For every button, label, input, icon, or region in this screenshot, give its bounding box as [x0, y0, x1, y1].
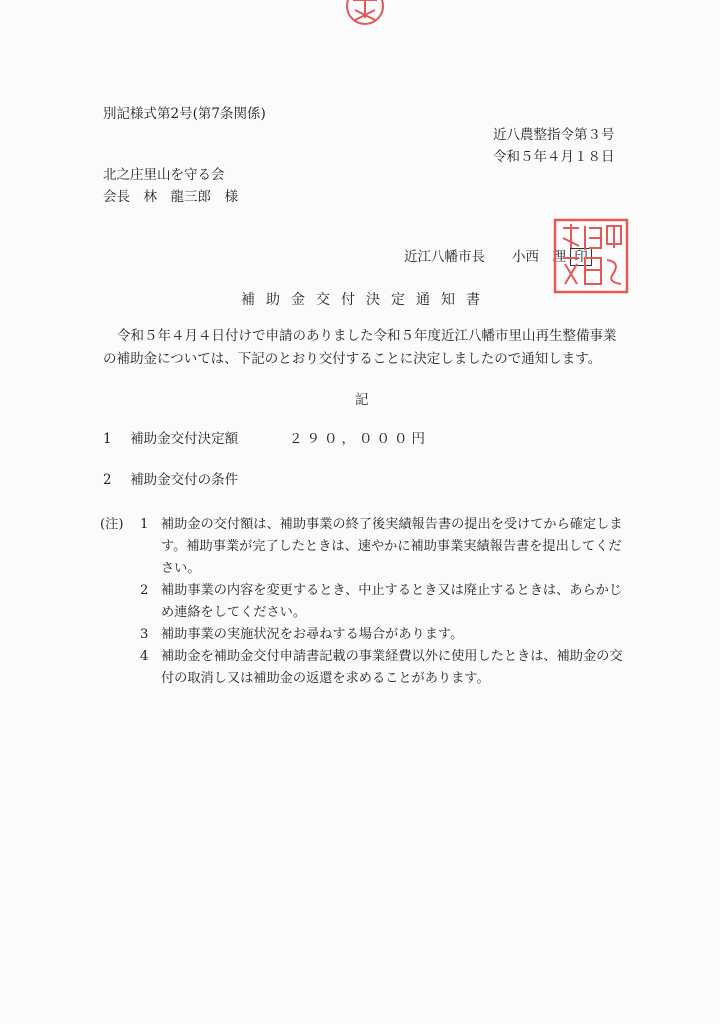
- note-number: 4: [140, 649, 149, 664]
- notes-prefix: (注): [100, 517, 124, 532]
- note-text: 補助事業の実施状況をお尋ねする場合があります。: [161, 627, 464, 642]
- item-row: [103, 472, 238, 489]
- note-item: [100, 580, 630, 624]
- note-item: [100, 646, 630, 690]
- body-paragraph: 令和５年４月４日付けで申請のありました令和５年度近江八幡市里山再生整備事業の補助金については、下記のとおり交付することに決定しましたので通知します。: [103, 328, 617, 367]
- item-label: 補助金交付の条件: [130, 472, 239, 488]
- note-text: 補助金を補助金交付申請書記載の事業経費以外に使用したときは、補助金の交付の取消し又は補助金の返還を求めることがあります。: [161, 649, 623, 686]
- sender-name: 近江八幡市長 小西 理: [404, 249, 566, 265]
- notes-section: [100, 514, 630, 690]
- ki-heading: 記: [355, 392, 369, 408]
- recipient-name: 会長 林 龍三郎 様: [103, 189, 238, 205]
- note-item: [100, 624, 630, 646]
- item-number: 1: [103, 431, 112, 447]
- doc-number: 近八農整指令第３号: [493, 127, 615, 143]
- note-text: 補助金の交付額は、補助事業の終了後実績報告書の提出を受けてから確定します。補助事業が完了したときは、速やかに補助事業実績報告書を提出してください。: [161, 517, 623, 576]
- note-item: [100, 514, 630, 580]
- top-seal-icon: [343, 0, 387, 32]
- item-number: 2: [103, 472, 112, 488]
- official-seal-icon: [553, 218, 629, 294]
- note-number: 1: [140, 517, 149, 532]
- document-title: 補助金交付決定通知書: [241, 292, 491, 308]
- sender-stamp-box: 印: [570, 248, 592, 266]
- form-label: 別記様式第2号(第7条関係): [103, 106, 266, 122]
- note-text: 補助事業の内容を変更するとき、中止するとき又は廃止するときは、あらかじめ連絡をしてください。: [161, 583, 623, 620]
- recipient-org: 北之庄里山を守る会: [103, 167, 225, 183]
- item-label: 補助金交付決定額: [130, 431, 239, 447]
- note-number: 3: [140, 627, 149, 642]
- issue-date: 令和５年４月１８日: [493, 149, 615, 165]
- item-row: [103, 431, 238, 448]
- note-number: 2: [140, 583, 149, 598]
- grant-amount: ２９０，０００円: [289, 431, 429, 447]
